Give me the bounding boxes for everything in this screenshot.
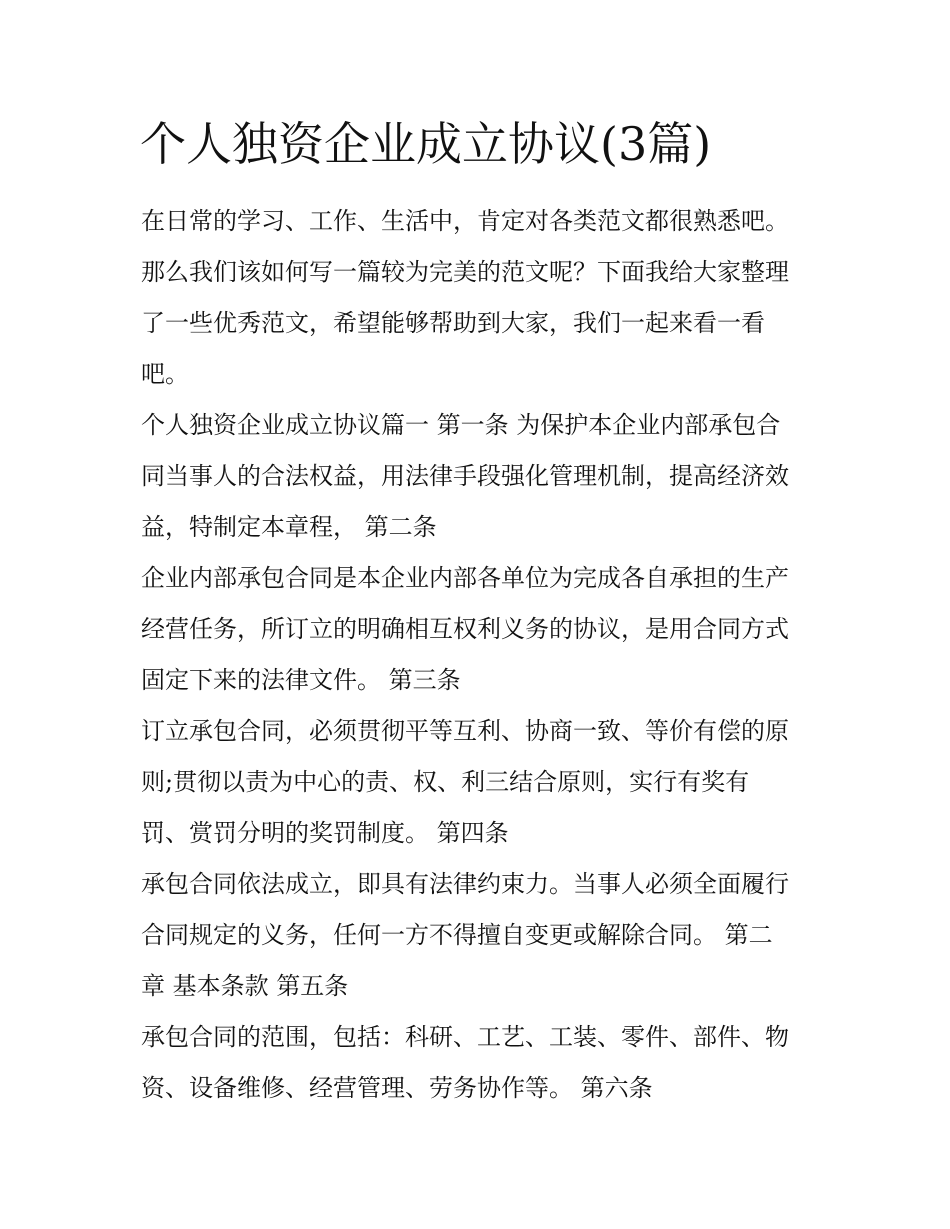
text-line: 了一些优秀范文，希望能够帮助到大家，我们一起来看一看	[141, 309, 765, 337]
document-title: 个人独资企业成立协议(3篇)	[140, 117, 712, 171]
text-line: 订立承包合同，必须贯彻平等互利、协商一致、等价有偿的原	[141, 717, 789, 745]
text-line: 固定下来的法律文件。 第三条	[141, 666, 461, 694]
text-line: 章 基本条款 第五条	[141, 972, 349, 1000]
text-line: 同当事人的合法权益，用法律手段强化管理机制，提高经济效	[141, 462, 789, 490]
text-line: 那么我们该如何写一篇较为完美的范文呢？下面我给大家整理	[141, 258, 789, 286]
text-line: 益，特制定本章程， 第二条	[141, 513, 437, 541]
text-line: 吧。	[141, 360, 189, 388]
text-line: 承包合同依法成立，即具有法律约束力。当事人必须全面履行	[141, 870, 789, 898]
text-line: 则;贯彻以责为中心的责、权、利三结合原则，实行有奖有	[141, 768, 750, 796]
text-line: 在日常的学习、工作、生活中，肯定对各类范文都很熟悉吧。	[141, 207, 789, 235]
text-line: 个人独资企业成立协议篇一 第一条 为保护本企业内部承包合	[141, 411, 781, 439]
text-line: 资、设备维修、经营管理、劳务协作等。 第六条	[141, 1074, 653, 1102]
text-line: 经营任务，所订立的明确相互权利义务的协议，是用合同方式	[141, 615, 789, 643]
document-body	[141, 196, 821, 1114]
text-line: 罚、赏罚分明的奖罚制度。 第四条	[141, 819, 509, 847]
text-line: 企业内部承包合同是本企业内部各单位为完成各自承担的生产	[141, 564, 789, 592]
text-line: 承包合同的范围，包括：科研、工艺、工装、零件、部件、物	[141, 1023, 789, 1051]
text-line: 合同规定的义务，任何一方不得擅自变更或解除合同。 第二	[141, 921, 773, 949]
